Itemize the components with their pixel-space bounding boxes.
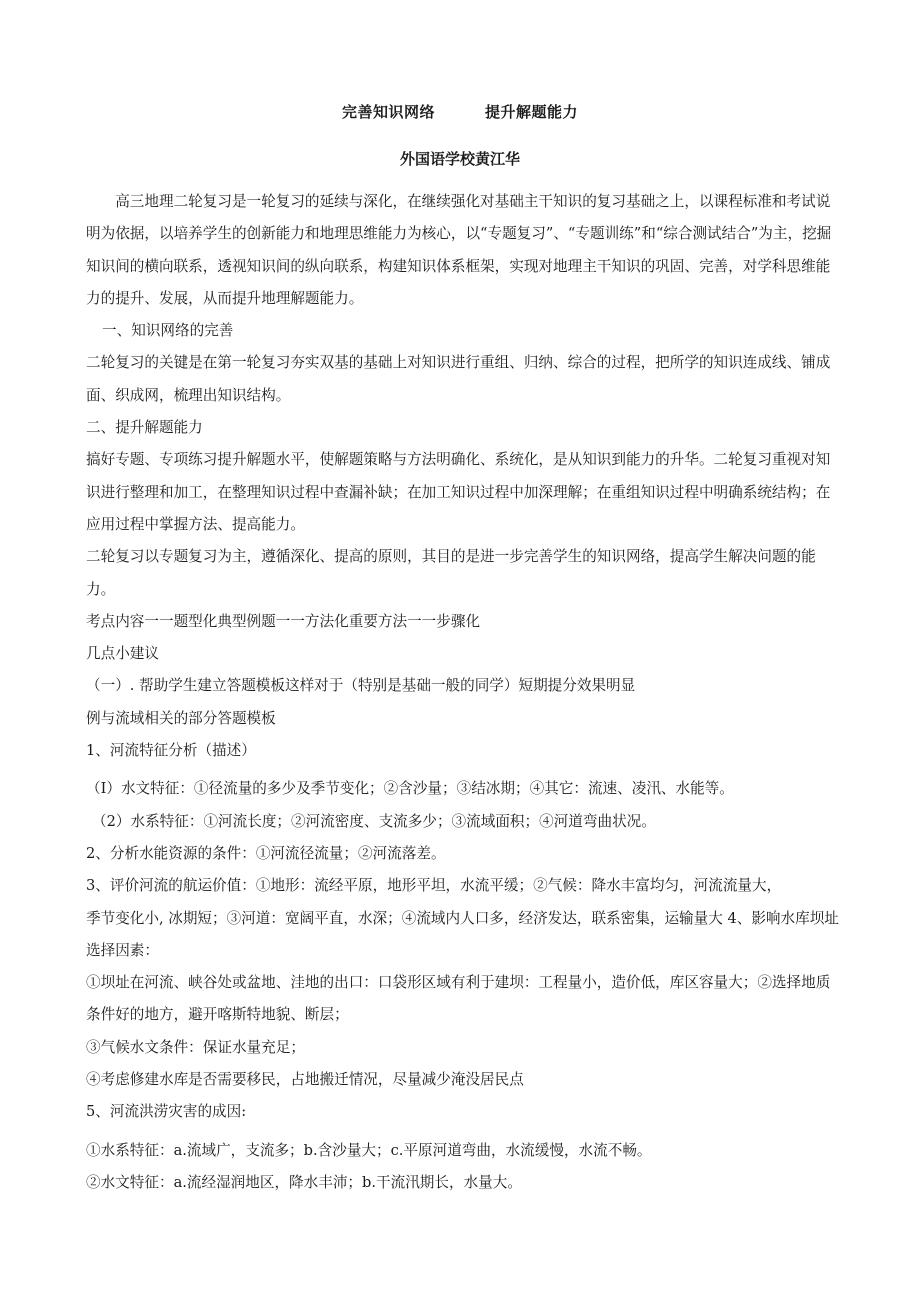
body-paragraph: 二轮复习以专题复习为主，遵循深化、提高的原则，其目的是进一步完善学生的知识网络，提高学生解决问题的能力。: [86, 548, 816, 598]
intro-paragraph: 高三地理二轮复习是一轮复习的延续与深化，在继续强化对基础主干知识的复习基础之上，以课程标准和考试说明为依据，以培养学生的创新能力和地理思维能力为核心，以“专题复习”、“专题训练”和“综合测试结合”为主，挖掘知识间的横向联系，透视知识间的纵向联系，构建知识体系框架，实现对地理主干知识的巩固、完善，对学科思维能力的提升、发展，从而提升地理解题能力。: [86, 193, 832, 307]
list-item: ①坝址在河流、峡谷处或盆地、洼地的出口：口袋形区域有利于建坝：工程量小，造价低，库区容量大；②选择地质条件好的地方，避开喀斯特地貌、断层；: [86, 974, 831, 1024]
list-item: （I）水文特征：①径流量的多少及季节变化；②含沙量；③结冰期；④其它：流速、凌汛、水能等。: [86, 780, 734, 798]
body-paragraph: （一）. 帮助学生建立答题模板这样对于（特别是基础一般的同学）短期提分效果明显: [86, 677, 636, 695]
list-heading-3: 3、评价河流的航运价值：①地形：流经平原，地形平坦，水流平缓；②气候：降水丰富均匀，河流流量大，: [86, 877, 782, 895]
document-body: [86, 186, 842, 1199]
body-paragraph: 例与流域相关的部分答题模板: [86, 709, 276, 727]
list-item: ①水系特征：a.流域广，支流多；b.含沙量大；c.平原河道弯曲，水流缓慢，水流不畅。: [86, 1141, 652, 1159]
section-heading-1: 一、知识网络的完善: [102, 322, 234, 340]
document-author: 外国语学校黄江华: [399, 151, 520, 168]
body-paragraph: 二轮复习的关键是在第一轮复习夯实双基的基础上对知识进行重组、归纳、综合的过程，把所学的知识连成线、铺成面、织成网，梳理出知识结构。: [86, 354, 831, 404]
section-heading-2: 二、提升解题能力: [86, 419, 203, 437]
title-part-2: 提升解题能力: [485, 104, 579, 121]
list-item: （2）水系特征：①河流长度；②河流密度、支流多少；③流域面积；④河道弯曲状况。: [92, 812, 656, 830]
title-part-1: 完善知识网络: [341, 104, 435, 121]
list-heading-5: 5、河流洪涝灾害的成因:: [86, 1103, 247, 1121]
list-item: 季节变化小, 冰期短；③河道：宽阔平直，水深；④流域内人口多，经济发达，联系密集，运输量大 4、影响水库坝址选择因素：: [86, 909, 839, 959]
list-heading-1: 1、河流特征分析（描述）: [86, 742, 256, 760]
body-paragraph: 几点小建议: [86, 645, 159, 663]
list-item: ④考虑修建水库是否需要移民，占地搬迁情况，尽量减少淹没居民点: [86, 1071, 524, 1089]
list-item: ②水文特征：a.流经湿润地区，降水丰沛；b.干流汛期长，水量大。: [86, 1173, 522, 1191]
list-item: ③气候水文条件：保证水量充足；: [86, 1038, 305, 1056]
document-title: [0, 101, 920, 122]
body-paragraph: 考点内容一一题型化典型例题一一方法化重要方法一一步骤化: [86, 612, 481, 630]
list-heading-2: 2、分析水能资源的条件：①河流径流量；②河流落差。: [86, 844, 446, 862]
body-paragraph: 搞好专题、专项练习提升解题水平，使解题策略与方法明确化、系统化，是从知识到能力的升华。二轮复习重视对知识进行整理和加工，在整理知识过程中查漏补缺；在加工知识过程中加深理解；在重组知识过程中明确系统结构；在应用过程中掌握方法、提高能力。: [86, 451, 831, 533]
